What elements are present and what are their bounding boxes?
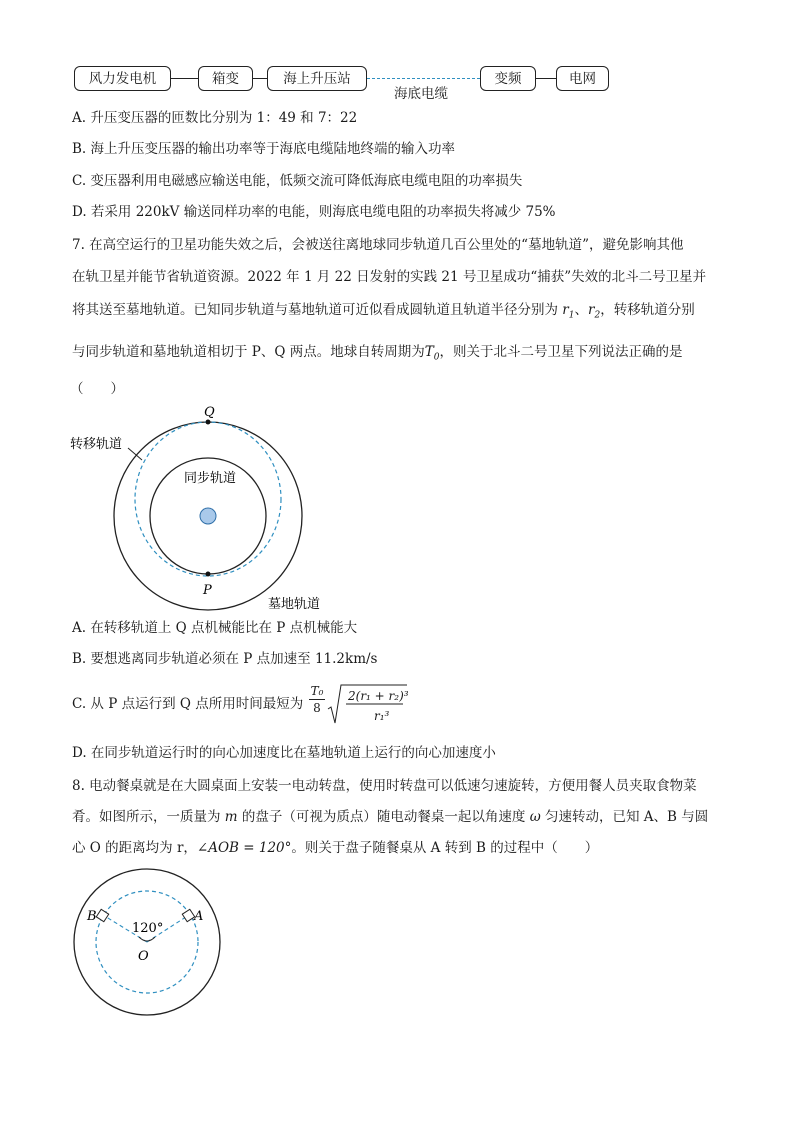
q6-option-b: B. 海上升压变压器的输出功率等于海底电缆陆地终端的输入功率 <box>72 141 456 157</box>
q7-option-d: D. 在同步轨道运行时的向心加速度比在墓地轨道上运行的向心加速度小 <box>72 745 496 761</box>
q7-stem-text: 与同步轨道和墓地轨道相切于 P、Q 两点。地球自转周期为 <box>72 344 425 360</box>
q6-option-c: C. 变压器利用电磁感应输送电能，低频交流可降低海底电缆电阻的功率损失 <box>72 173 523 189</box>
flow-cable-dashed <box>367 78 480 79</box>
flow-box-box-transformer <box>198 66 253 91</box>
q7-option-c-text: C. 从 P 点运行到 Q 点所用时间最短为 <box>72 696 304 712</box>
symbol-omega: ω <box>529 809 541 825</box>
fraction-denominator: 8 <box>313 701 321 715</box>
flow-box-offshore-substation <box>267 66 367 91</box>
fraction-numerator: T₀ <box>310 684 324 698</box>
flow-box-label: 风力发电机 <box>88 71 157 87</box>
q7-stem-line2: 在轨卫星并能节省轨道资源。2022 年 1 月 22 日发射的实践 21 号卫星成功“捕获”失效的北斗二号卫星并 <box>72 269 707 285</box>
symbol-T0: $T_0$ <box>424 344 440 363</box>
transfer-leader-line <box>128 448 142 460</box>
flow-connector <box>253 78 267 79</box>
separator: 、 <box>574 302 588 318</box>
label-graveyard-orbit: 墓地轨道 <box>268 597 320 612</box>
q7-option-b: B. 要想逃离同步轨道必须在 P 点加速至 11.2km/s <box>72 651 378 667</box>
flow-box-frequency-converter <box>480 66 536 91</box>
q8-stem-line2 <box>72 807 708 827</box>
q7-stem-text: 将其送至墓地轨道。已知同步轨道与墓地轨道可近似看成圆轨道且轨道半径分别为 <box>72 302 558 318</box>
q8-stem-text: 匀速转动，已知 A、B 与圆 <box>540 809 709 825</box>
angle-arc <box>139 937 155 941</box>
label-b: B <box>87 909 97 924</box>
flow-box-wind-generator <box>74 66 171 91</box>
symbol-angle-aob: ∠AOB = 120° <box>196 840 292 856</box>
q6-option-d: D. 若采用 220kV 输送同样功率的电能，则海底电缆电阻的功率损失将减少 75% <box>72 204 556 220</box>
point-p-dot <box>206 572 211 577</box>
flow-box-grid <box>556 66 609 91</box>
symbol-r1: $r_1$ <box>562 302 575 321</box>
symbol-r2: $r_2$ <box>588 302 601 321</box>
plate-b <box>96 909 108 921</box>
q8-stem-text: 。则关于盘子随餐桌从 A 转到 B 的过程中（ ） <box>291 840 599 856</box>
flow-box-label: 箱变 <box>212 71 239 87</box>
label-q: Q <box>204 405 215 420</box>
radical-denominator: r₁³ <box>374 709 390 723</box>
q8-stem-text: 肴。如图所示，一质量为 <box>72 809 225 825</box>
flow-cable-label: 海底电缆 <box>394 86 448 102</box>
q7-answer-paren: （ ） <box>70 381 124 397</box>
fraction-t0-over-8 <box>309 683 325 716</box>
label-transfer-orbit: 转移轨道 <box>70 437 123 452</box>
q7-stem-text: ，则关于北斗二号卫星下列说法正确的是 <box>439 344 683 360</box>
symbol-m: m <box>224 809 238 825</box>
label-sync-orbit: 同步轨道 <box>184 471 237 486</box>
q7-stem-text: ，转移轨道分别 <box>600 302 695 318</box>
flow-connector <box>536 78 556 79</box>
q8-turntable-figure <box>66 868 232 1020</box>
q8-stem-text: 的盘子（可视为质点）随电动餐桌一起以角速度 <box>237 809 530 825</box>
q8-stem-line1: 8. 电动餐桌就是在大圆桌面上安装一电动转盘，使用时转盘可以低速匀速旋转，方便用餐人员夹取食物菜 <box>72 778 697 794</box>
label-p: P <box>203 583 212 598</box>
radical-numerator: 2(r₁ + r₂)³ <box>348 689 409 703</box>
flow-box-label: 电网 <box>569 71 596 87</box>
q7-option-a: A. 在转移轨道上 Q 点机械能比在 P 点机械能大 <box>72 620 358 636</box>
label-120-deg: 120° <box>132 921 164 936</box>
q7-orbit-figure <box>60 398 320 618</box>
earth <box>200 508 216 524</box>
q6-option-a: A. 升压变压器的匝数比分别为 1：49 和 7：22 <box>72 110 358 126</box>
flow-box-label: 海上升压站 <box>283 71 351 87</box>
label-a: A <box>194 909 204 924</box>
q7-stem-line4 <box>72 342 682 368</box>
q8-stem-line3 <box>72 838 598 858</box>
point-q-dot <box>206 420 211 425</box>
flow-box-label: 变频 <box>494 71 522 87</box>
q7-stem-line1: 7. 在高空运行的卫星功能失效之后，会被送往离地球同步轨道几百公里处的“墓地轨道”，避免影响其他 <box>72 237 684 253</box>
q7-stem-line3 <box>72 300 695 326</box>
transfer-orbit <box>135 422 281 576</box>
flow-connector <box>171 78 198 79</box>
q8-stem-text: 心 O 的距离均为 r， <box>72 840 197 856</box>
label-o: O <box>138 949 149 964</box>
